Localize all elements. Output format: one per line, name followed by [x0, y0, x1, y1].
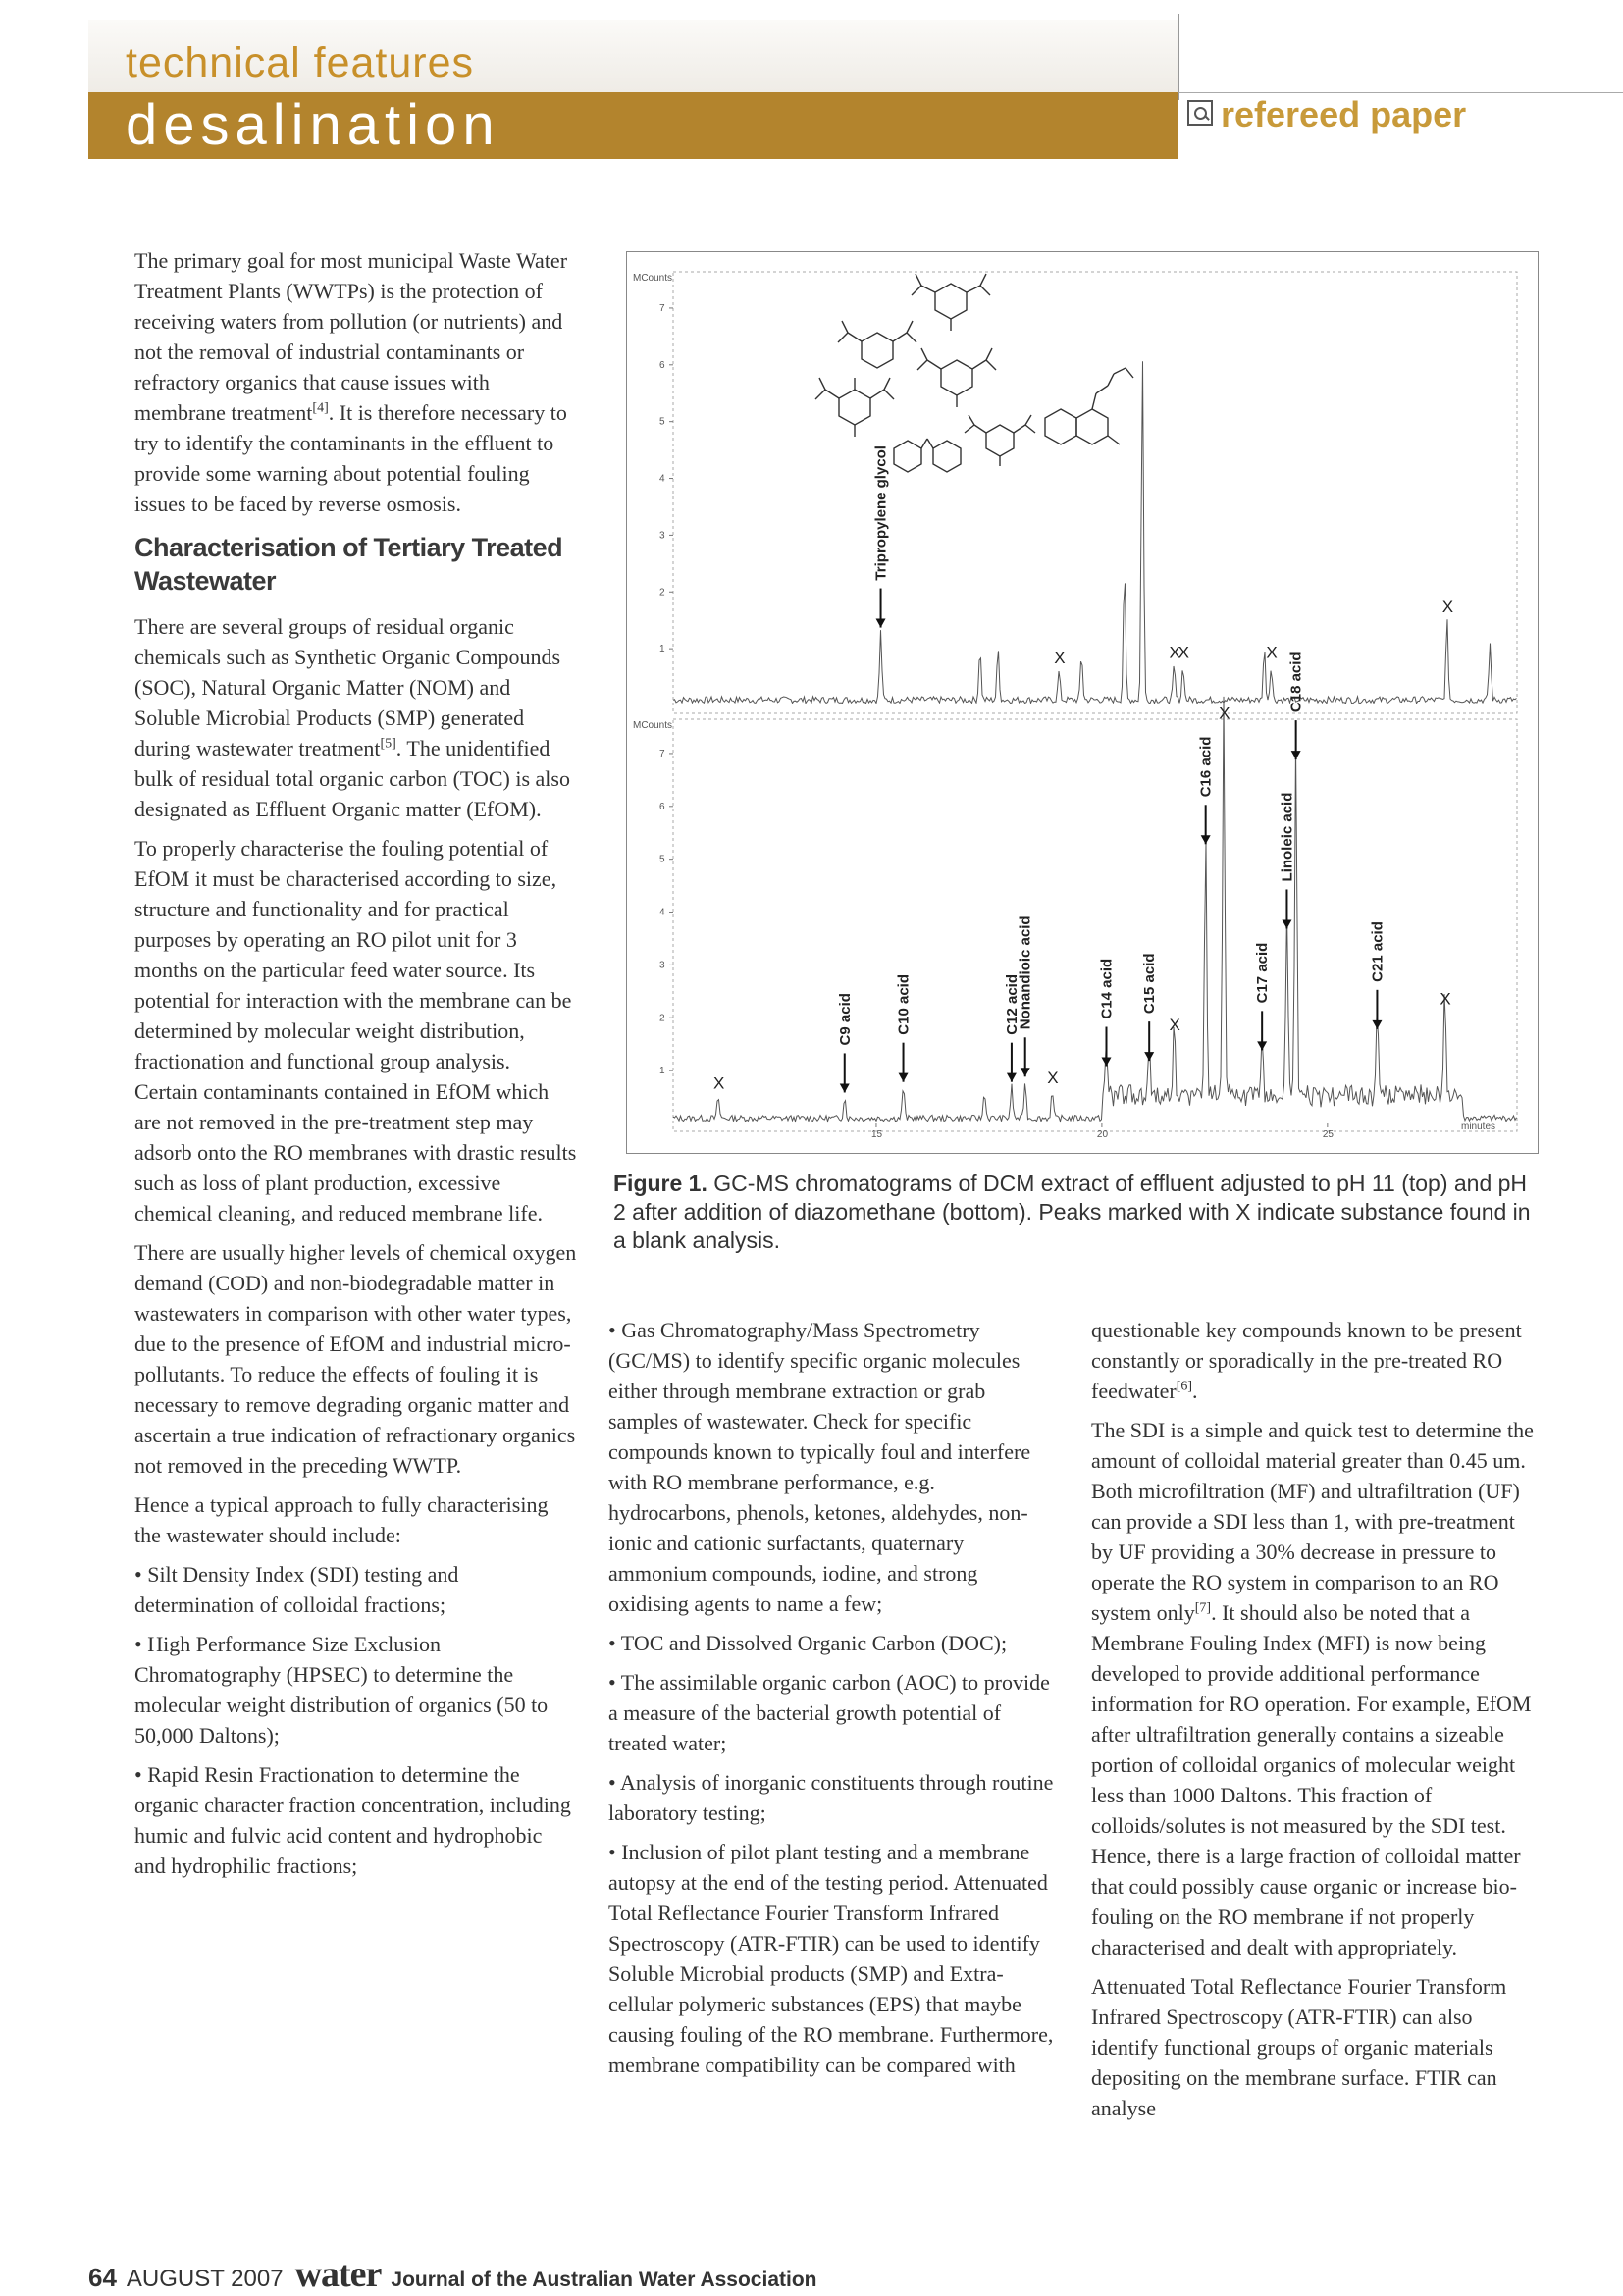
- peak-arrowhead: [1201, 835, 1211, 844]
- magnifier-icon: [1187, 100, 1213, 126]
- x-tick-label: 20: [1096, 1129, 1109, 1140]
- text-column-3: [1091, 1315, 1538, 2132]
- y-tick-label-top: 3: [659, 530, 665, 542]
- caption-text: GC-MS chromatograms of DCM extract of effluent adjusted to pH 11 (top) and pH 2 after addition of diazomethane (bottom). Peaks marked with X indicate substance found in a blank analysis.: [613, 1171, 1531, 1253]
- peak-label: Tripropylene glycol: [872, 445, 890, 581]
- x-axis-unit: minutes: [1461, 1122, 1496, 1132]
- bullet-item: • Silt Density Index (SDI) testing and determination of colloidal fractions;: [134, 1562, 459, 1617]
- peak-arrowhead: [899, 1073, 909, 1082]
- bullet-item: • High Performance Size Exclusion Chromatography (HPSEC) to determine the molecular weight distribution of organics (50 to 50,000 Daltons);: [134, 1632, 549, 1748]
- structure-drawing-4: [917, 348, 996, 407]
- peak-arrowhead: [1372, 1020, 1382, 1029]
- header-rule: [1178, 92, 1623, 93]
- paragraph: To properly characterise the fouling potential of EfOM it must be characterised according to size, structure and functionality and for practical purposes by operating an RO pilot unit for 3 months on the particular feed water source. Its potential for interaction with the membrane can be determined by molecular weight distribution, fractionation and functional group analysis. Certain contaminants contained in EfOM which are not removed in the pre-treatment step may adsorb onto the RO membranes with drastic results such as loss of plant production, excessive chemical cleaning, and reduced membrane life.: [134, 836, 577, 1226]
- x-tick-label: 25: [1322, 1129, 1334, 1140]
- peak-label: Linoleic acid: [1279, 792, 1296, 882]
- peak-label: C9 acid: [836, 993, 854, 1046]
- paragraph-text: The primary goal for most municipal Waste Water Treatment Plants (WWTPs) is the protection of receiving waters from pollution (or nutrients) and not the removal of industrial contaminants or refractory organics that cause issues with membrane treatment: [134, 248, 568, 425]
- y-tick-label-top: 5: [659, 416, 665, 428]
- peak-arrowhead: [1257, 1041, 1267, 1050]
- blank-peak-marker: X: [1441, 597, 1454, 616]
- bullet-item: • The assimilable organic carbon (AOC) to provide a measure of the bacterial growth potential of treated water;: [608, 1670, 1050, 1755]
- citation: [4]: [312, 400, 329, 416]
- issue-date: AUGUST 2007: [126, 2266, 284, 2292]
- paragraph: Hence a typical approach to fully characterising the wastewater should include:: [134, 1492, 549, 1547]
- bottom-y-unit: MCounts: [633, 720, 673, 731]
- y-tick-label-bot: 1: [659, 1066, 665, 1077]
- bullet-item: • Analysis of inorganic constituents through routine laboratory testing;: [608, 1770, 1054, 1825]
- peak-label: C10 acid: [895, 973, 913, 1035]
- citation: [7]: [1194, 1600, 1212, 1616]
- bottom-panel-frame: [673, 719, 1517, 1131]
- paragraph: [134, 611, 578, 824]
- paragraph-text: . The unidentified bulk of residual total organic carbon (TOC) is also designated as Effluent Organic matter (EfOM).: [134, 736, 570, 821]
- y-tick-label-top: 7: [659, 302, 665, 314]
- peak-arrowhead: [1021, 1068, 1030, 1076]
- peak-label: Nonandioic acid: [1017, 915, 1034, 1030]
- peak-label: C14 acid: [1098, 958, 1116, 1019]
- y-tick-label-bot: 3: [659, 960, 665, 971]
- y-tick-label-top: 1: [659, 644, 665, 655]
- peak-arrowhead: [1144, 1052, 1154, 1061]
- x-tick-label: 15: [870, 1129, 883, 1140]
- bullet-item: • Gas Chromatography/Mass Spectrometry (GC/MS) to identify specific organic molecules either through membrane extraction or grab samples of wastewater. Check for specific compounds known to typically foul and interfere with RO membrane performance, e.g. hydrocarbons, phenols, ketones, aldehydes, non-ionic and cationic surfactants, quaternary ammonium compounds, iodine, and strong oxidising agents to name a few;: [608, 1318, 1031, 1616]
- bullet-item: • Rapid Resin Fractionation to determine the organic character fraction concentration, including humic and fulvic acid content and hydrophobic and hydrophilic fractions;: [134, 1762, 571, 1878]
- y-tick-label-bot: 7: [659, 748, 665, 759]
- structure-drawing-2: [838, 321, 916, 368]
- structure-drawing-6: [965, 415, 1035, 466]
- peak-arrowhead: [1101, 1058, 1111, 1067]
- y-tick-label-top: 2: [659, 587, 665, 599]
- y-tick-label-top: 4: [659, 473, 665, 485]
- journal-logo: water: [294, 2254, 382, 2295]
- y-tick-label-bot: 6: [659, 801, 665, 812]
- peak-label: C21 acid: [1369, 921, 1387, 982]
- paragraph: There are usually higher levels of chemical oxygen demand (COD) and non-biodegradable matter in wastewaters in comparison with other water types, due to the presence of EfOM and industrial micro-pollutants. To reduce the effects of fouling it is necessary to remove degrading organic matter and ascertain a true indication of refractionary organics not removed in the preceding WWTP.: [134, 1240, 577, 1478]
- peak-label: C12 acid: [1003, 973, 1021, 1035]
- blank-peak-marker: X: [1169, 643, 1180, 662]
- text-column-2: [608, 1315, 1055, 2089]
- structure-drawing-1: [912, 274, 990, 331]
- y-tick-label-top: 6: [659, 359, 665, 371]
- paragraph: [1091, 1315, 1538, 1406]
- section-heading: Characterisation of Tertiary Treated Wastewater: [134, 533, 563, 596]
- header-divider: [1178, 14, 1179, 100]
- section-title: desalination: [126, 93, 500, 157]
- top-panel-frame: [673, 272, 1517, 713]
- paragraph-text: questionable key compounds known to be present constantly or sporadically in the pre-treated RO feedwater: [1091, 1318, 1522, 1403]
- paragraph: Attenuated Total Reflectance Fourier Transform Infrared Spectroscopy (ATR-FTIR) can also identify functional groups of organic materials depositing on the membrane surface. FTIR can analyse: [1091, 1974, 1507, 2120]
- structure-drawing-5: [894, 439, 961, 472]
- refereed-badge: refereed paper: [1221, 94, 1467, 134]
- journal-name: Journal of the Australian Water Association: [391, 2269, 817, 2291]
- bullet-item: • TOC and Dissolved Organic Carbon (DOC);: [608, 1631, 1008, 1655]
- blank-peak-marker: X: [712, 1073, 725, 1093]
- y-tick-label-bot: 5: [659, 854, 665, 865]
- paragraph: [1091, 1415, 1538, 1962]
- peak-arrowhead: [876, 619, 886, 628]
- chromatogram-figure: [626, 251, 1539, 1154]
- paragraph-text: There are several groups of residual organic chemicals such as Synthetic Organic Compounds (SOC), Natural Organic Matter (NOM) and Soluble Microbial Products (SMP) generated during wastewater treatment: [134, 614, 561, 760]
- bullet-item: • Inclusion of pilot plant testing and a membrane autopsy at the end of the testing period. Attenuated Total Reflectance Fourier Transform Infrared Spectroscopy (ATR-FTIR) can be used to identify Soluble Microbial products (SMP) and Extra-cellular polymeric substances (EPS) that maybe causing fouling of the RO membrane. Furthermore, membrane compatibility can be compared with: [608, 1840, 1054, 2077]
- text-column-1: [134, 245, 578, 1890]
- bottom-chromatogram-trace: [673, 697, 1517, 1122]
- paragraph-text: The SDI is a simple and quick test to determine the amount of colloidal material greater than 0.45 um. Both microfiltration (MF) and ultrafiltration (UF) can provide a SDI less than 1, with pre-treatment by UF providing a 30% decrease in pressure to operate the RO system in comparison to an RO system only: [1091, 1418, 1534, 1625]
- blank-peak-marker: X: [1178, 643, 1190, 662]
- citation: [6]: [1176, 1379, 1193, 1394]
- peak-label: C16 acid: [1197, 736, 1215, 798]
- top-chromatogram-trace: [673, 361, 1517, 704]
- blank-peak-marker: X: [1266, 643, 1278, 662]
- y-tick-label-bot: 4: [659, 907, 665, 918]
- structure-drawing-7: [1045, 368, 1133, 444]
- structure-drawing-3: [815, 378, 894, 437]
- paragraph: [134, 245, 578, 519]
- citation: [5]: [380, 736, 396, 752]
- section-kicker: technical features: [126, 39, 475, 86]
- y-tick-label-bot: 2: [659, 1013, 665, 1024]
- blank-peak-marker: X: [1219, 704, 1230, 723]
- peak-arrowhead: [1007, 1073, 1017, 1082]
- figure-caption: [613, 1170, 1541, 1255]
- blank-peak-marker: X: [1440, 989, 1451, 1009]
- paragraph-text: . It should also be noted that a Membrane Fouling Index (MFI) is now being developed to provide additional performance information for RO operation. For example, EfOM after ultrafiltration generally contains a sizeable portion of colloidal organics of molecular weight less than 1000 Daltons. This fraction of colloids/solutes is not measured by the SDI test. Hence, there is a large fraction of colloidal matter that could possibly cause organic or increase bio-fouling on the RO membrane if not properly characterised and dealt with appropriately.: [1091, 1600, 1532, 1959]
- peak-arrowhead: [840, 1083, 850, 1092]
- peak-arrowhead: [1291, 751, 1301, 759]
- paragraph-text: . It is therefore necessary to try to identify the contaminants in the effluent to provide some warning about potential fouling issues to be faced by reverse osmosis.: [134, 400, 567, 516]
- peak-label: C15 acid: [1141, 953, 1159, 1015]
- top-y-unit: MCounts: [633, 273, 673, 284]
- caption-label: Figure 1.: [613, 1171, 707, 1196]
- peak-arrowhead: [1282, 919, 1291, 928]
- page-number: 64: [88, 2263, 117, 2292]
- chromatogram-svg: [627, 252, 1537, 1152]
- blank-peak-marker: X: [1169, 1016, 1180, 1035]
- peak-label: C17 acid: [1254, 942, 1272, 1004]
- blank-peak-marker: X: [1047, 1069, 1059, 1088]
- paragraph-text: .: [1192, 1379, 1198, 1403]
- blank-peak-marker: X: [1054, 649, 1066, 668]
- page-footer: [88, 2253, 816, 2296]
- peak-label: C18 acid: [1287, 652, 1305, 713]
